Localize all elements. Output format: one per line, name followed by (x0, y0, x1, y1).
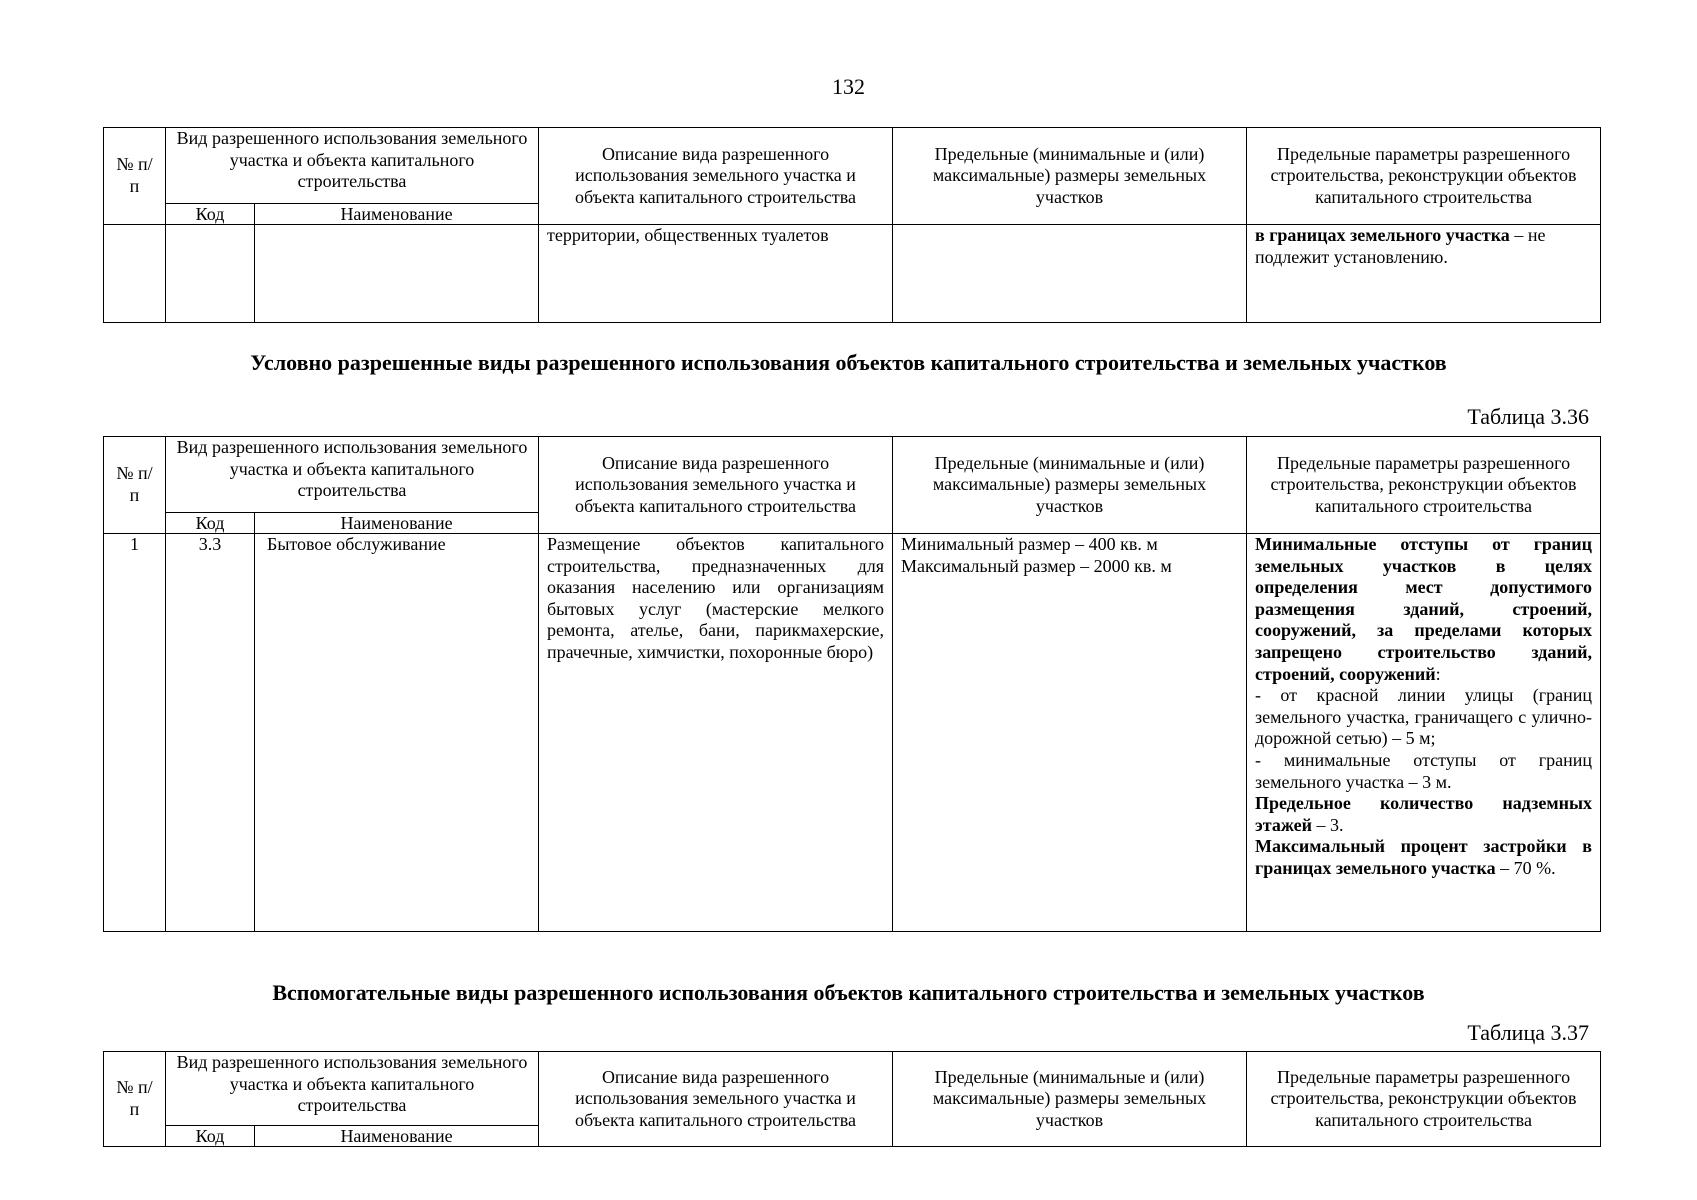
table-label-3-36: Таблица 3.36 (1467, 404, 1589, 429)
param-min-setbacks: - минимальные отступы от границ земельного участка – 3 м. (1255, 749, 1593, 792)
param-coverage-heading: Максимальный процент застройки в границах земельного участка (1255, 836, 1593, 878)
section-title-auxiliary: Вспомогательные виды разрешенного использования объектов капитального строительства и земельных участков (272, 980, 1425, 1005)
header-description: Описание вида разрешенного использования земельного участка и объекта капитального строительства (539, 1052, 893, 1147)
header-group: Вид разрешенного использования земельного участка и объекта капитального строительства (166, 1052, 539, 1126)
cell-sizes (893, 534, 1247, 932)
header-params: Предельные параметры разрешенного строительства, реконструкции объектов капитального строительства (1247, 1052, 1601, 1147)
cell-no: 1 (104, 534, 166, 932)
cell-name: Бытовое обслуживание (255, 534, 539, 932)
header-params: Предельные параметры разрешенного строительства, реконструкции объектов капитального строительства (1247, 128, 1601, 225)
table-row (104, 534, 1601, 932)
header-group: Вид разрешенного использования земельного участка и объекта капитального строительства (166, 437, 539, 513)
page-number: 132 (832, 74, 865, 99)
param-setbacks-heading: Минимальные отступы от границ земельных участков в целях определения мест допустимого размещения зданий, строений, сооружений, за пределами которых запрещено строительство зданий, строений, сооружений (1255, 534, 1593, 684)
header-name: Наименование (255, 1126, 539, 1147)
header-code: Код (166, 204, 255, 225)
header-no: № п/п (104, 128, 166, 225)
header-sizes: Предельные (минимальные и (или) максимальные) размеры земельных участков (893, 1052, 1247, 1147)
header-description: Описание вида разрешенного использования земельного участка и объекта капитального строительства (539, 437, 893, 534)
cell-code: 3.3 (166, 534, 255, 932)
header-sizes: Предельные (минимальные и (или) максимальные) размеры земельных участков (893, 128, 1247, 225)
header-code: Код (166, 1126, 255, 1147)
header-no: № п/п (104, 437, 166, 534)
header-name: Наименование (255, 513, 539, 534)
table-3-36 (103, 436, 1601, 932)
header-params: Предельные параметры разрешенного строительства, реконструкции объектов капитального строительства (1247, 437, 1601, 534)
cell-params: Минимальные отступы от границ земельных участков в целях определения мест допустимого размещения зданий, строений, сооружений, за пределами которых запрещено строительство зданий, строений, сооружений: - от красной линии улицы (границ земельного участка, граничащего с улично-дорожной сетью) – 5 м; - минимальные отступы от границ земельного участка – 3 м. Предельное количество надземных этажей – 3. Максимальный процент застройки в границах земельного участка – 70 %. (1247, 534, 1601, 932)
header-sizes: Предельные (минимальные и (или) максимальные) размеры земельных участков (893, 437, 1247, 534)
table-row (104, 225, 1601, 323)
cell-description: Размещение объектов капитального строительства, предназначенных для оказания населению или организациям бытовых услуг (мастерские мелкого ремонта, ателье, бани, парикмахерские, прачечные, химчистки, похоронные бюро) (539, 534, 893, 932)
table-label-3-37: Таблица 3.37 (1467, 1020, 1589, 1045)
cell-params: в границах земельного участка – не подлежит установлению. (1247, 225, 1601, 323)
table-continued (103, 127, 1601, 323)
table-3-37 (103, 1051, 1601, 1147)
header-description: Описание вида разрешенного использования земельного участка и объекта капитального строительства (539, 128, 893, 225)
size-max: Максимальный размер – 2000 кв. м (901, 555, 1172, 576)
param-red-line: - от красной линии улицы (границ земельного участка, граничащего с улично-дорожной сетью) – 5 м; (1255, 685, 1593, 749)
cell-description: территории, общественных туалетов (539, 225, 893, 323)
header-code: Код (166, 513, 255, 534)
header-name: Наименование (255, 204, 539, 225)
header-group: Вид разрешенного использования земельного участка и объекта капитального строительства (166, 128, 539, 204)
section-title-conditional: Условно разрешенные виды разрешенного использования объектов капитального строительства и земельных участков (250, 350, 1447, 375)
header-no: № п/п (104, 1052, 166, 1147)
size-min: Минимальный размер – 400 кв. м (901, 534, 1158, 554)
param-floors-heading: Предельное количество надземных этажей (1255, 793, 1593, 835)
